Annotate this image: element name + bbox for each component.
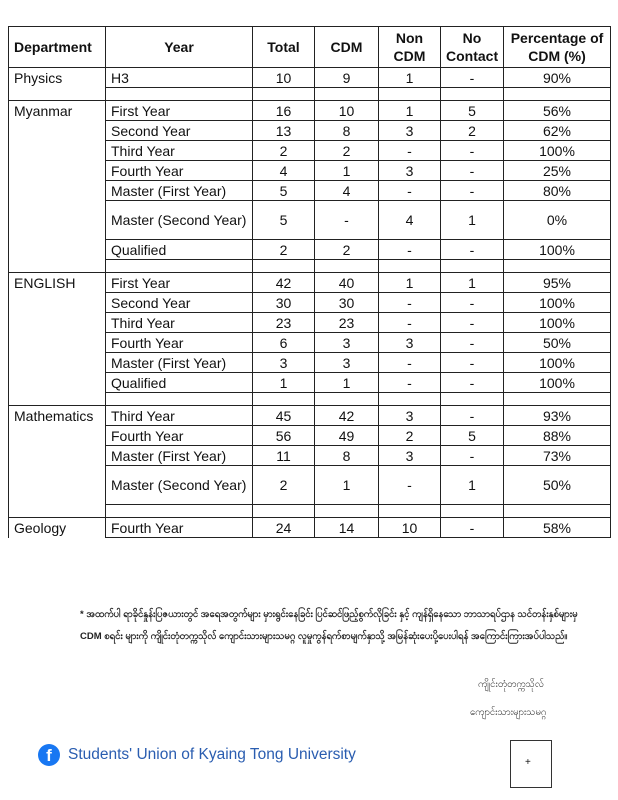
table-header-row [9, 27, 611, 68]
cell-cdm: - [315, 201, 379, 240]
cell-no-contact: 1 [441, 466, 504, 505]
table-body [9, 68, 611, 538]
cell-non-cdm: 3 [379, 161, 441, 181]
blank-row [9, 88, 611, 101]
cell-year: Third Year [106, 313, 253, 333]
cell-total [253, 393, 315, 406]
cell-department [9, 505, 106, 518]
blank-row [9, 260, 611, 273]
cell-cdm [315, 260, 379, 273]
cell-percentage: 100% [504, 373, 611, 393]
cell-year: Qualified [106, 373, 253, 393]
cell-non-cdm: - [379, 373, 441, 393]
cell-no-contact: - [441, 181, 504, 201]
cell-percentage: 95% [504, 273, 611, 293]
cell-cdm: 1 [315, 466, 379, 505]
cell-total: 56 [253, 426, 315, 446]
cell-cdm [315, 88, 379, 101]
cell-non-cdm: 1 [379, 101, 441, 121]
cell-no-contact [441, 260, 504, 273]
cell-department [9, 161, 106, 181]
header-department: Department [9, 27, 106, 68]
cell-department: Physics [9, 68, 106, 88]
cell-cdm: 10 [315, 101, 379, 121]
cell-total: 2 [253, 466, 315, 505]
cell-total: 1 [253, 373, 315, 393]
cell-total: 45 [253, 406, 315, 426]
header-cdm: CDM [315, 27, 379, 68]
cell-no-contact: 5 [441, 426, 504, 446]
header-year: Year [106, 27, 253, 68]
cell-cdm: 3 [315, 353, 379, 373]
cell-no-contact: - [441, 373, 504, 393]
cell-cdm: 14 [315, 518, 379, 538]
table-row [9, 353, 611, 373]
cell-total [253, 505, 315, 518]
table-row [9, 518, 611, 538]
cell-no-contact [441, 393, 504, 406]
cell-non-cdm: 3 [379, 446, 441, 466]
cell-total: 11 [253, 446, 315, 466]
cell-department: Geology [9, 518, 106, 538]
cell-non-cdm: 3 [379, 406, 441, 426]
table-row [9, 446, 611, 466]
cell-year [106, 88, 253, 101]
cell-no-contact: - [441, 68, 504, 88]
cell-department [9, 240, 106, 260]
cell-non-cdm [379, 260, 441, 273]
cell-total: 2 [253, 141, 315, 161]
cell-non-cdm: - [379, 240, 441, 260]
table-row [9, 426, 611, 446]
cell-no-contact: - [441, 240, 504, 260]
cell-percentage: 100% [504, 141, 611, 161]
cell-year: H3 [106, 68, 253, 88]
cell-cdm: 2 [315, 240, 379, 260]
table-row [9, 406, 611, 426]
blank-row [9, 505, 611, 518]
stamp-box [510, 740, 552, 788]
brand-name: Students' Union of Kyaing Tong University [68, 746, 356, 763]
cell-percentage [504, 393, 611, 406]
cell-percentage: 88% [504, 426, 611, 446]
cell-no-contact: - [441, 353, 504, 373]
table-row [9, 201, 611, 240]
table-row [9, 68, 611, 88]
cell-total: 4 [253, 161, 315, 181]
cell-percentage: 58% [504, 518, 611, 538]
cell-no-contact: - [441, 333, 504, 353]
table-row [9, 466, 611, 505]
cdm-table [8, 26, 611, 538]
cell-percentage: 62% [504, 121, 611, 141]
cell-percentage: 100% [504, 240, 611, 260]
cell-non-cdm [379, 88, 441, 101]
cell-total [253, 88, 315, 101]
cell-cdm: 42 [315, 406, 379, 426]
cell-cdm: 8 [315, 121, 379, 141]
facebook-icon: f [38, 744, 60, 766]
cell-no-contact: - [441, 313, 504, 333]
cell-cdm: 2 [315, 141, 379, 161]
cell-cdm: 8 [315, 446, 379, 466]
cell-cdm: 1 [315, 161, 379, 181]
table-row [9, 333, 611, 353]
cell-no-contact: - [441, 446, 504, 466]
cell-total: 5 [253, 201, 315, 240]
cell-total [253, 260, 315, 273]
cell-department [9, 333, 106, 353]
cell-total: 5 [253, 181, 315, 201]
cell-non-cdm: 10 [379, 518, 441, 538]
cell-cdm: 1 [315, 373, 379, 393]
cell-percentage: 73% [504, 446, 611, 466]
cell-non-cdm [379, 393, 441, 406]
cell-department [9, 446, 106, 466]
cell-year: Master (Second Year) [106, 466, 253, 505]
signature-line-2: ကျောင်းသားများသမဂ္ဂ [470, 707, 547, 718]
cell-total: 16 [253, 101, 315, 121]
cell-non-cdm: 4 [379, 201, 441, 240]
cell-non-cdm: 3 [379, 121, 441, 141]
table-row [9, 373, 611, 393]
cell-percentage: 25% [504, 161, 611, 181]
table-row [9, 181, 611, 201]
header-no-contact: No Contact [441, 27, 504, 68]
cell-no-contact [441, 505, 504, 518]
cell-non-cdm: - [379, 353, 441, 373]
cell-cdm: 40 [315, 273, 379, 293]
table-row [9, 101, 611, 121]
cell-non-cdm: - [379, 181, 441, 201]
header-percentage: Percentage of CDM (%) [504, 27, 611, 68]
cell-percentage: 80% [504, 181, 611, 201]
cell-percentage: 100% [504, 313, 611, 333]
signature-line-1: ကျိုင်းတုံတက္ကသိုလ် [478, 679, 544, 690]
cell-non-cdm: 1 [379, 68, 441, 88]
cell-percentage: 90% [504, 68, 611, 88]
cell-non-cdm: - [379, 313, 441, 333]
cell-no-contact: - [441, 161, 504, 181]
cell-department [9, 260, 106, 273]
cell-cdm: 4 [315, 181, 379, 201]
cell-total: 42 [253, 273, 315, 293]
cell-cdm: 49 [315, 426, 379, 446]
cell-percentage [504, 505, 611, 518]
cell-year: Second Year [106, 121, 253, 141]
cell-percentage: 93% [504, 406, 611, 426]
cell-year: Fourth Year [106, 426, 253, 446]
cell-percentage [504, 260, 611, 273]
table-row [9, 141, 611, 161]
footnote: * အထက်ပါ ရာခိုင်နှုန်းပြဇယားတွင် အရေအတွက်များ မှားရွင်းနေခြင်း ပြင်ဆင်ဖြည့်စွက်လိုခြင်း နှင့် ကျန်ရှိနေသော ဘာသာရပ်ဌာန သင်တန်းနှစ်များမှ CDM စရင်း များကို ကျိုင်းတုံတက္ကသိုလ် ကျောင်းသားများသမဂ္ဂ လူမှုကွန်ရက်စာမျက်နှာသို့ အမြန်ဆုံးပေးပို့ပေးပါရန် အကြောင်းကြားအပ်ပါသည်။ [80, 609, 578, 642]
cell-non-cdm: - [379, 466, 441, 505]
cell-department [9, 373, 106, 393]
cell-year: Third Year [106, 406, 253, 426]
cell-non-cdm: 3 [379, 333, 441, 353]
cell-department [9, 121, 106, 141]
cell-percentage: 50% [504, 466, 611, 505]
cell-year [106, 393, 253, 406]
cell-percentage: 50% [504, 333, 611, 353]
cell-year: Fourth Year [106, 333, 253, 353]
cell-no-contact: - [441, 406, 504, 426]
cell-non-cdm [379, 505, 441, 518]
cell-year: Master (First Year) [106, 181, 253, 201]
cell-year: First Year [106, 273, 253, 293]
cell-non-cdm: - [379, 141, 441, 161]
cell-department: Mathematics [9, 406, 106, 426]
cell-year: Second Year [106, 293, 253, 313]
cell-no-contact: 1 [441, 201, 504, 240]
table-row [9, 240, 611, 260]
header-non-cdm: Non CDM [379, 27, 441, 68]
cell-non-cdm: - [379, 293, 441, 313]
cell-cdm: 23 [315, 313, 379, 333]
cell-department [9, 201, 106, 240]
cell-year: Master (First Year) [106, 353, 253, 373]
cell-year: Master (First Year) [106, 446, 253, 466]
cell-department [9, 353, 106, 373]
cell-department [9, 393, 106, 406]
cell-percentage: 100% [504, 293, 611, 313]
brand-footer [38, 744, 356, 766]
cell-total: 2 [253, 240, 315, 260]
cell-year: Third Year [106, 141, 253, 161]
cell-no-contact: 2 [441, 121, 504, 141]
cell-cdm [315, 505, 379, 518]
blank-row [9, 393, 611, 406]
cell-department [9, 88, 106, 101]
cell-non-cdm: 1 [379, 273, 441, 293]
table-row [9, 273, 611, 293]
cell-year [106, 260, 253, 273]
cell-total: 3 [253, 353, 315, 373]
cell-total: 10 [253, 68, 315, 88]
cell-cdm: 3 [315, 333, 379, 353]
cell-department: ENGLISH [9, 273, 106, 293]
cell-no-contact: - [441, 518, 504, 538]
cell-total: 6 [253, 333, 315, 353]
cell-total: 24 [253, 518, 315, 538]
cell-year [106, 505, 253, 518]
cell-department [9, 293, 106, 313]
table-row [9, 121, 611, 141]
cell-cdm: 30 [315, 293, 379, 313]
cell-department [9, 313, 106, 333]
table-row [9, 161, 611, 181]
cell-total: 13 [253, 121, 315, 141]
cell-no-contact: 5 [441, 101, 504, 121]
cell-department [9, 141, 106, 161]
cell-percentage: 56% [504, 101, 611, 121]
cell-department [9, 466, 106, 505]
cell-percentage [504, 88, 611, 101]
cell-department [9, 426, 106, 446]
cell-non-cdm: 2 [379, 426, 441, 446]
cell-year: Fourth Year [106, 161, 253, 181]
cell-total: 30 [253, 293, 315, 313]
cell-year: First Year [106, 101, 253, 121]
cell-year: Fourth Year [106, 518, 253, 538]
table-row [9, 313, 611, 333]
header-total: Total [253, 27, 315, 68]
cell-total: 23 [253, 313, 315, 333]
cell-year: Qualified [106, 240, 253, 260]
cell-no-contact: - [441, 141, 504, 161]
table-row [9, 293, 611, 313]
cell-cdm [315, 393, 379, 406]
cell-year: Master (Second Year) [106, 201, 253, 240]
cell-no-contact: 1 [441, 273, 504, 293]
cell-department: Myanmar [9, 101, 106, 121]
cell-percentage: 100% [504, 353, 611, 373]
cell-no-contact [441, 88, 504, 101]
cell-percentage: 0% [504, 201, 611, 240]
cell-cdm: 9 [315, 68, 379, 88]
cell-department [9, 181, 106, 201]
cell-no-contact: - [441, 293, 504, 313]
stamp-mark: + [525, 757, 531, 768]
